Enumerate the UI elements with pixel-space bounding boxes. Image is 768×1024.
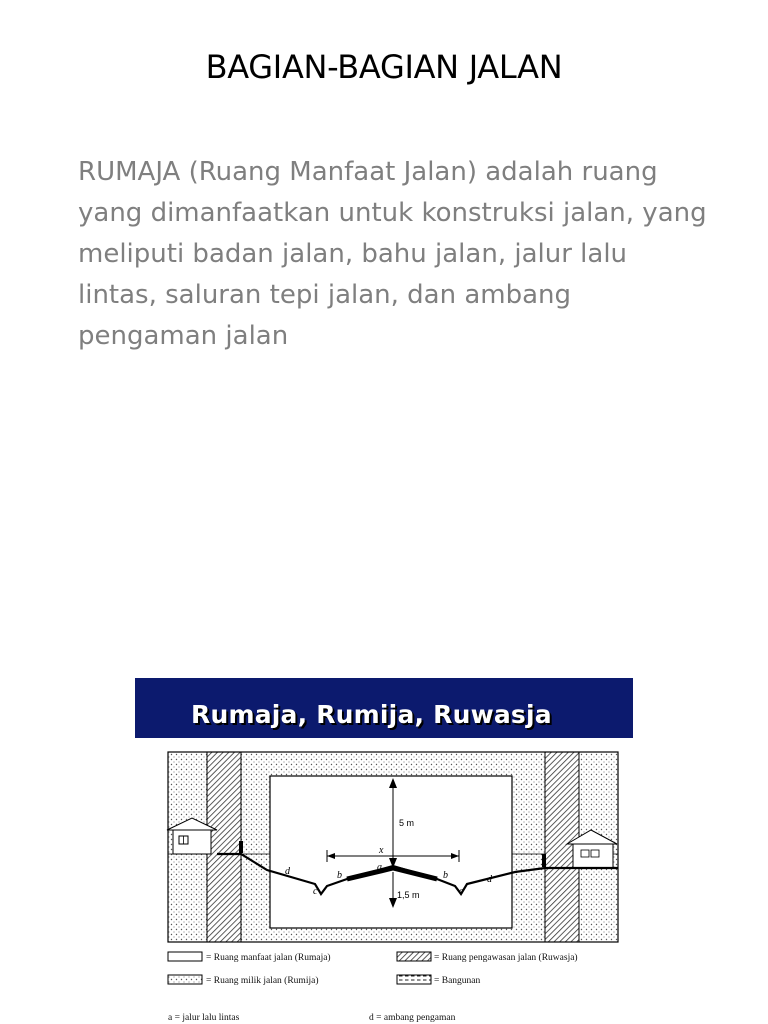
legend-item-rumija bbox=[168, 975, 318, 986]
letter-c-left: c bbox=[313, 886, 318, 897]
slide-title: BAGIAN-BAGIAN JALAN bbox=[205, 48, 563, 86]
letter-b-left: b bbox=[337, 870, 342, 881]
note-a: a = jalur lalu lintas bbox=[168, 1013, 240, 1023]
depth-label: 1,5 m bbox=[397, 890, 420, 900]
note-d: d = ambang pengaman bbox=[369, 1013, 456, 1023]
svg-text:= Ruang manfaat jalan (Rumaja): = Ruang manfaat jalan (Rumaja) bbox=[206, 953, 331, 963]
legend-item-bangunan bbox=[397, 975, 481, 986]
width-label: x bbox=[379, 845, 384, 856]
road-cross-section-diagram bbox=[135, 738, 633, 1024]
legend-item-ruwasja bbox=[397, 952, 578, 963]
ruwasja-left-column bbox=[207, 752, 241, 942]
letter-b-right: b bbox=[443, 870, 448, 881]
legend bbox=[168, 952, 578, 1023]
height-label: 5 m bbox=[399, 818, 415, 828]
letter-d-right: d bbox=[487, 874, 492, 885]
letter-a: a bbox=[377, 862, 382, 873]
rumaja-box bbox=[270, 776, 512, 928]
letter-c-right: c bbox=[459, 886, 464, 897]
body-paragraph: RUMAJA (Ruang Manfaat Jalan) adalah ruang yang dimanfaatkan untuk konstruksi jalan, yang meliputi badan jalan, bahu jalan, jalur lalu lintas, saluran tepi jalan, dan ambang pengaman jalan bbox=[78, 157, 707, 351]
legend-item-rumaja bbox=[168, 952, 331, 963]
svg-text:= Ruang milik jalan (Rumija): = Ruang milik jalan (Rumija) bbox=[206, 976, 319, 986]
letter-d-left: d bbox=[285, 866, 290, 877]
svg-text:= Ruang pengawasan jalan (Ruwa: = Ruang pengawasan jalan (Ruwasja) bbox=[434, 953, 578, 963]
figure-banner bbox=[135, 678, 633, 738]
figure-banner-title: Rumaja, Rumija, Ruwasja bbox=[191, 700, 552, 729]
svg-text:= Bangunan: = Bangunan bbox=[434, 976, 481, 986]
